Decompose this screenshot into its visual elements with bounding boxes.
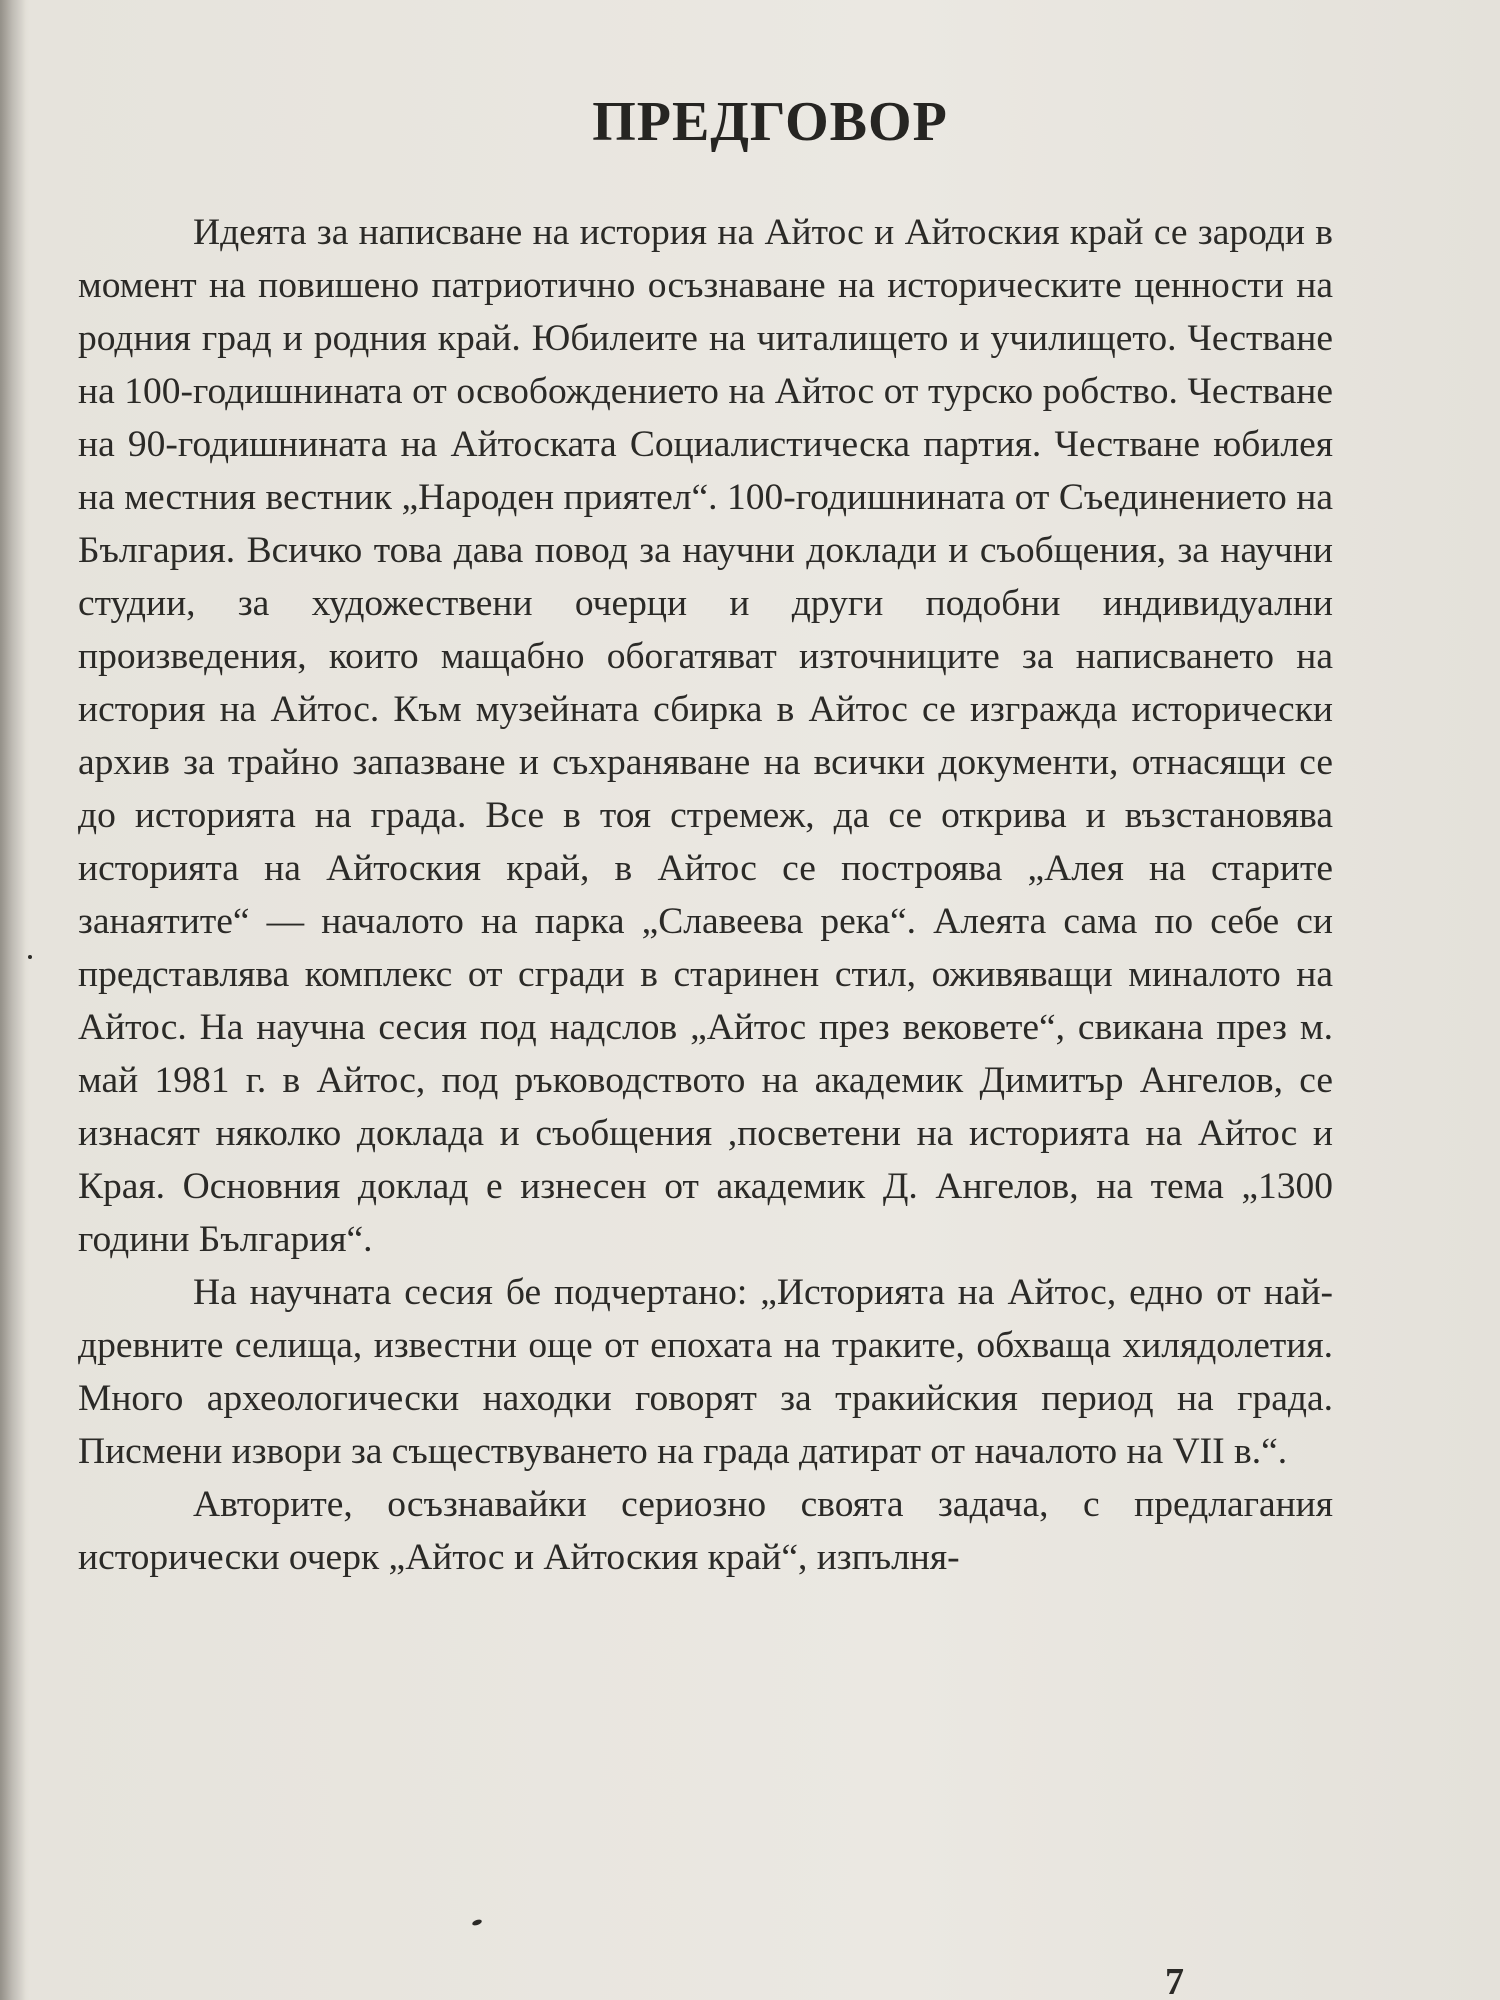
- gutter-shadow: [0, 0, 26, 2000]
- ink-speck: [471, 1918, 482, 1926]
- page-title: ПРЕДГОВОР: [592, 91, 948, 153]
- paragraph-3: Авторите, осъзнавайки сериозно своята задача, с предлагания исторически очерк „Айтос и Айтоския край“, изпълня-: [78, 1484, 1333, 1578]
- page-number: 7: [1165, 1961, 1184, 2000]
- ink-speck: [28, 955, 32, 959]
- paragraph-1: Идеята за написване на история на Айтос и Айтоския край се зароди в момент на повишено патриотично осъзнаване на историческите ценности на родния град и родния край. Юбилеите на читалището и училището. Честване на 100-годишнината от освобождението на Айтос от турско робство. Честване на 90-годишнината на Айтоската Социалистическа партия. Честване юбилея на местния вестник „Народен приятел“. 100-годишнината от Съединението на България. Всичко това дава повод за научни доклади и съобщения, за научни студии, за художествени очерци и други подобни индивидуални произведения, които мащабно обогатяват източниците за написването на история на Айтос. Към музейната сбирка в Айтос се изгражда исторически архив за трайно запазване и съхраняване на всички документи, отнасящи се до историята на града. Все в тоя стремеж, да се открива и възстановява историята на Айтоския край, в Айтос се построява „Алея на старите занаятите“ — началото на парка „Славеева река“. Алеята сама по себе си представлява комплекс от сгради в старинен стил, оживяващи миналото на Айтос. На научна сесия под надслов „Айтос през вековете“, свикана през м. май 1981 г. в Айтос, под ръководството на академик Димитър Ангелов, се изнасят няколко доклада и съобщения ,посветени на историята на Айтос и Края. Основния доклад е изнесен от академик Д. Ангелов, на тема „1300 години България“.: [78, 212, 1333, 1260]
- body-text: [78, 206, 1333, 1584]
- paragraph-2: На научната сесия бе подчертано: „Историята на Айтос, едно от най-древните селища, известни още от епохата на траките, обхваща хилядолетия. Много археологически находки говорят за тракийския период на града. Писмени извори за съществуването на града датират от началото на VII в.“.: [78, 1272, 1333, 1472]
